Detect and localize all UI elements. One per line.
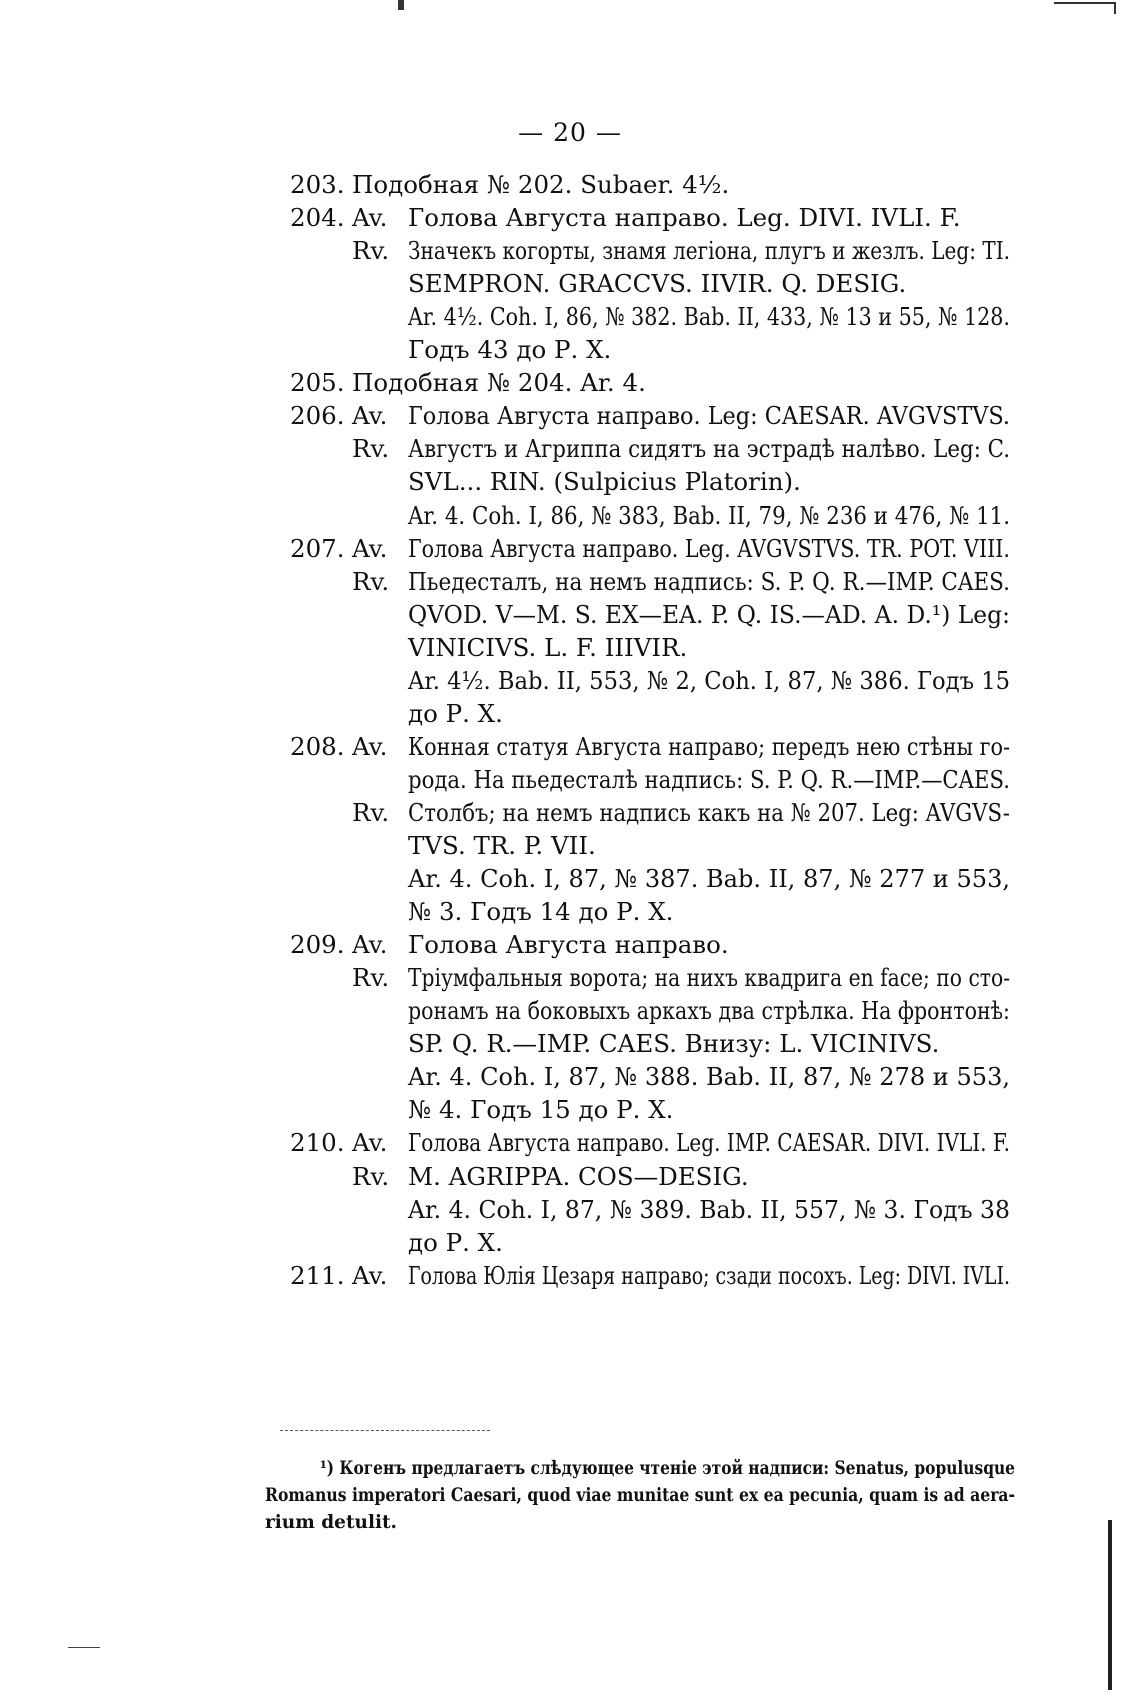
entry-text: VINICIVS. L. F. IIIVIR.: [408, 632, 688, 662]
entry-text: Голова Августа направо. Leg. DIVI. IVLI. F.: [408, 203, 961, 233]
entry-text: Голова Августа направо. Leg: CAESAR. AVGVSTVS.: [408, 401, 1011, 431]
entry-text: ронамъ на боковыхъ аркахъ два стрѣлка. На фронтонѣ:: [408, 996, 1010, 1026]
entry-text: рода. На пьедесталѣ надпись: S. P. Q. R.—IMP.—CAES.: [408, 764, 1010, 794]
entry-text: SVL... RIN. (Sulpicius Platorin).: [408, 467, 801, 497]
page-number: — 20 —: [518, 118, 622, 147]
entry-number: 211.: [290, 1260, 345, 1290]
entry-number: 204.: [290, 203, 345, 233]
obverse-label: Av.: [352, 1128, 388, 1158]
entry-text: Ar. 4½. Coh. I, 86, № 382. Bab. II, 433, № 13 и 55, № 128.: [408, 302, 1010, 332]
footnote-line: rium detulit.: [265, 1512, 397, 1533]
reverse-label: Rv.: [352, 963, 390, 993]
entry-text: TVS. TR. P. VII.: [408, 831, 596, 860]
entry-text: Значекъ когорты, знамя легiона, плугъ и жезлъ. Leg: TI.: [408, 236, 1011, 266]
entry-text: Подобная № 204. Ar. 4.: [352, 368, 646, 398]
obverse-label: Av.: [352, 731, 388, 761]
entry-text: № 4. Годъ 15 до Р. Х.: [408, 1095, 674, 1125]
obverse-label: Av.: [352, 401, 388, 431]
entry-text: до Р. Х.: [408, 1227, 503, 1257]
entry-number: 208.: [290, 731, 345, 761]
entry-text: Столбъ; на немъ надпись какъ на № 207. Leg: AVGVS-: [408, 797, 1010, 827]
entry-text: Голова Августа направо.: [408, 930, 729, 960]
entry-number: 210.: [290, 1128, 345, 1158]
entry-text: № 3. Годъ 14 до Р. Х.: [408, 897, 674, 927]
scan-corner-mark: [1054, 2, 1116, 14]
entry-text: Подобная № 202. Subaer. 4½.: [352, 170, 730, 199]
entry-text: Пьедесталъ, на немъ надпись: S. P. Q. R.—IMP. CAES.: [408, 566, 1011, 596]
entry-text: Ar. 4. Coh. I, 86, № 383, Bab. II, 79, № 236 и 476, № 11.: [408, 500, 1011, 530]
footnote-line: Romanus imperatori Caesari, quod viae munitae sunt ex ea pecunia, quam is ad aera-: [265, 1485, 1016, 1506]
reverse-label: Rv.: [352, 566, 390, 596]
entry-text: Трiумфальныя ворота; на нихъ квадрига en face; по сто-: [408, 963, 1011, 993]
entry-number: 206.: [290, 401, 345, 431]
entry-text: Ar. 4. Coh. I, 87, № 387. Bab. II, 87, № 277 и 553,: [408, 864, 1011, 894]
reverse-label: Rv.: [352, 236, 390, 266]
obverse-label: Av.: [352, 930, 388, 960]
entry-text: Конная статуя Августа направо; передъ нею стѣны го-: [408, 731, 1011, 761]
entry-text: SEMPRON. GRACCVS. IIVIR. Q. DESIG.: [408, 269, 907, 299]
obverse-label: Av.: [352, 533, 388, 563]
entry-text: Голова Августа направо. Leg. AVGVSTVS. TR. POT. VIII.: [408, 533, 1011, 563]
entry-number: 205.: [290, 368, 345, 398]
obverse-label: Av.: [352, 1260, 388, 1290]
entry-text: Голова Августа направо. Leg. IMP. CAESAR. DIVI. IVLI. F.: [408, 1128, 1010, 1158]
scan-speck: [398, 0, 404, 10]
obverse-label: Av.: [352, 203, 388, 233]
entry-text: Годъ 43 до Р. Х.: [408, 335, 612, 365]
scan-edge-shadow: [1108, 1520, 1112, 1690]
footnote-line: ¹) Когенъ предлагаетъ слѣдующее чтенiе этой надписи: Senatus, populusque: [320, 1458, 1016, 1479]
entry-text: M. AGRIPPA. COS—DESIG.: [408, 1161, 749, 1191]
scan-margin-mark: [68, 1647, 100, 1648]
entry-text: SP. Q. R.—IMP. CAES. Внизу: L. VICINIVS.: [408, 1029, 940, 1059]
entry-number: 209.: [290, 930, 345, 960]
entry-text: QVOD. V—M. S. EX—EA. P. Q. IS.—AD. A. D.¹) Leg:: [408, 599, 1011, 629]
entry-text: до Р. Х.: [408, 698, 503, 728]
reverse-label: Rv.: [352, 1161, 390, 1191]
entry-text: Ar. 4½. Bab. II, 553, № 2, Coh. I, 87, № 386. Годъ 15: [408, 665, 1011, 695]
reverse-label: Rv.: [352, 434, 390, 464]
entry-number: 207.: [290, 533, 345, 563]
entry-text: Голова Юлiя Цезаря направо; сзади посохъ. Leg: DIVI. IVLI.: [408, 1260, 1010, 1290]
entry-text: Ar. 4. Coh. I, 87, № 388. Bab. II, 87, № 278 и 553,: [408, 1062, 1011, 1092]
reverse-label: Rv.: [352, 797, 390, 827]
entry-number: 203.: [290, 170, 345, 199]
footnote-divider: [280, 1430, 490, 1431]
entry-text: Ar. 4. Coh. I, 87, № 389. Bab. II, 557, № 3. Годъ 38: [408, 1194, 1010, 1224]
entry-text: Августъ и Агриппа сидятъ на эстрадѣ налѣво. Leg: C.: [408, 434, 1011, 464]
